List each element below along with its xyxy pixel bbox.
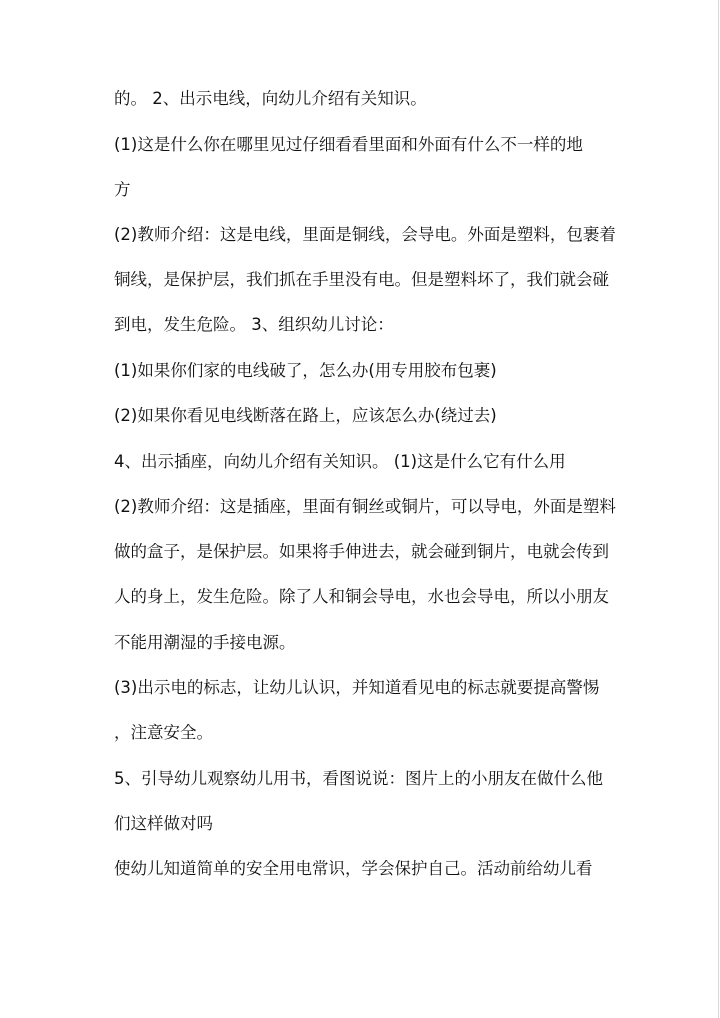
- text-line: (1)如果你们家的电线破了，怎么办(用专用胶布包裹): [114, 361, 497, 380]
- text-line: (3)出示电的标志，让幼儿认识，并知道看见电的标志就要提高警惕: [114, 678, 600, 697]
- text-line: (1)这是什么你在哪里见过仔细看看里面和外面有什么不一样的地: [114, 135, 583, 154]
- text-line: 方: [114, 180, 131, 199]
- text-line: (2)如果你看见电线断落在路上，应该怎么办(绕过去): [114, 406, 497, 425]
- text-line: 使幼儿知道简单的安全用电常识，学会保护自己。活动前给幼儿看: [114, 859, 593, 878]
- text-line: 人的身上，发生危险。除了人和铜会导电，水也会导电，所以小朋友: [114, 587, 609, 606]
- page-edge: [718, 0, 719, 1018]
- text-line: 4、出示插座，向幼儿介绍有关知识。 (1)这是什么它有什么用: [114, 452, 566, 471]
- text-line: 5、引导幼儿观察幼儿用书，看图说说：图片上的小朋友在做什么他: [114, 769, 603, 788]
- text-line: 不能用潮湿的手接电源。: [114, 633, 296, 652]
- text-line: ，注意安全。: [114, 723, 213, 742]
- text-line: 做的盒子，是保护层。如果将手伸进去，就会碰到铜片，电就会传到: [114, 542, 609, 561]
- text-line: (2)教师介绍：这是插座，里面有铜丝或铜片，可以导电，外面是塑料: [114, 497, 616, 516]
- text-line: (2)教师介绍：这是电线，里面是铜线，会导电。外面是塑料，包裹着: [114, 225, 616, 244]
- text-line: 到电，发生危险。 3、组织幼儿讨论：: [114, 315, 394, 334]
- text-line: 们这样做对吗: [114, 814, 213, 833]
- text-line: 铜线，是保护层，我们抓在手里没有电。但是塑料坏了，我们就会碰: [114, 270, 609, 289]
- text-line: 的。 2、出示电线，向幼儿介绍有关知识。: [114, 89, 427, 108]
